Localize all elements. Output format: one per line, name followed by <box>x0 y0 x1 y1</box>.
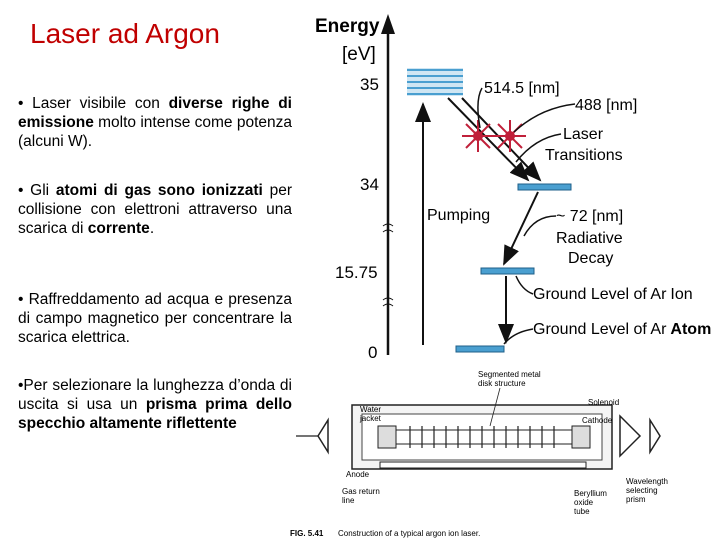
label-prism-3: prism <box>626 495 646 504</box>
left-mirror <box>318 420 328 452</box>
bullet-run: • Raffreddamento ad acqua e presenza di campo magnetico per concentrare la scarica elettrica. <box>18 291 292 346</box>
leader-514 <box>478 88 482 128</box>
label-segmented-1: Segmented metal <box>478 370 541 379</box>
wavelength-488: 488 [nm] <box>575 97 638 114</box>
emission-burst-1 <box>462 120 494 152</box>
anode-cap <box>378 426 396 448</box>
label-cathode: Cathode <box>582 416 613 425</box>
bullet-run: per collisione con elettroni attraverso una scarica di <box>18 182 292 237</box>
tick-35: 35 <box>360 75 379 94</box>
bullet-run: • Gli <box>18 182 56 199</box>
tick-34: 34 <box>360 175 379 194</box>
label-beryllium-2: oxide <box>574 498 594 507</box>
level-34 <box>518 184 571 190</box>
figure-caption: Construction of a typical argon ion laser. <box>338 529 481 538</box>
gas-return-line <box>380 462 586 468</box>
level-atom-ground <box>456 346 504 352</box>
leader-ground-ion <box>516 276 533 294</box>
label-anode: Anode <box>346 470 370 479</box>
laser-construction-figure <box>290 370 668 538</box>
emission-burst-2 <box>494 120 526 152</box>
laser-transitions-label-2: Transitions <box>545 147 623 164</box>
label-gas-2: line <box>342 496 355 505</box>
axis-unit: [eV] <box>342 44 376 65</box>
bullet-run: corrente <box>87 220 150 237</box>
ground-atom-label: Ground Level of Ar Atom <box>533 321 712 338</box>
figure-number: FIG. 5.41 <box>290 529 324 538</box>
laser-transition-arrow-1 <box>448 98 528 180</box>
label-water-1: Water <box>360 405 382 414</box>
leader-ground-atom <box>504 329 533 344</box>
radiative-label-1: Radiative <box>556 230 623 247</box>
bullet-run: molto intense come potenza (alcuni W). <box>18 114 292 150</box>
level-ion-ground <box>481 268 534 274</box>
wavelength-514: 514.5 [nm] <box>484 80 560 97</box>
bullet-run: prisma prima dello specchio altamente riflettente <box>18 396 292 432</box>
label-prism-1: Wavelength <box>626 477 668 486</box>
bullet-run: • Laser visibile con <box>18 95 169 112</box>
label-water-2: jacket <box>360 414 381 423</box>
label-segmented-2: disk structure <box>478 379 526 388</box>
radiative-decay-arrow <box>504 192 538 264</box>
label-beryllium-3: tube <box>574 507 590 516</box>
ground-ion-label: Ground Level of Ar Ion <box>533 286 693 303</box>
energy-axis-arrow <box>381 14 395 34</box>
label-gas-1: Gas return <box>342 487 380 496</box>
laser-transitions-label-1: Laser <box>563 126 604 143</box>
bullet-run: •Per selezionare la lunghezza d’onda di uscita si usa un <box>18 377 292 413</box>
leader-radiative <box>524 216 556 236</box>
tick-0: 0 <box>368 343 378 362</box>
bullet-run: . <box>149 220 155 237</box>
right-mirror <box>650 420 660 452</box>
slide-title: Laser ad Argon <box>30 18 220 49</box>
upper-level-band <box>407 68 463 96</box>
axis-title: Energy <box>315 16 380 37</box>
cathode-cap <box>572 426 590 448</box>
label-beryllium-1: Beryllium <box>574 489 607 498</box>
tick-15-75: 15.75 <box>335 263 378 282</box>
bullet-run: atomi di gas sono ionizzati <box>55 182 263 199</box>
label-prism-2: selecting <box>626 486 658 495</box>
bullet-run: diverse righe di emissione <box>18 95 292 131</box>
radiative-wavelength: ~ 72 [nm] <box>556 208 624 225</box>
wavelength-prism <box>620 416 640 456</box>
pumping-label: Pumping <box>427 207 491 224</box>
label-solenoid: Solenoid <box>588 398 620 407</box>
radiative-label-2: Decay <box>568 250 614 267</box>
